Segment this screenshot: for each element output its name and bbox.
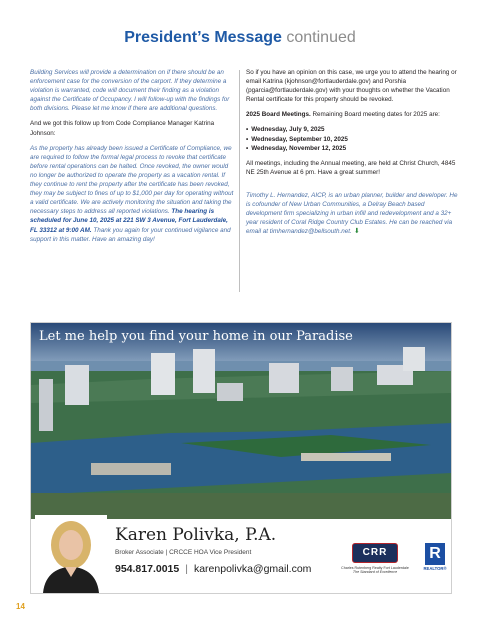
column-divider [239, 70, 240, 292]
ad-heading: Let me help you find your home in our Paradise [39, 329, 353, 344]
realtor-logo [423, 543, 447, 571]
meeting-date: • Wednesday, November 12, 2025 [246, 144, 460, 153]
meeting-dates-list [246, 125, 460, 152]
board-meetings-text: Remaining Board meeting dates for 2025 are: [312, 111, 440, 119]
realtor-logo-letter: R [429, 545, 441, 562]
page-number: 14 [16, 602, 25, 611]
aerial-city-photo [31, 323, 451, 519]
agent-role: Broker Associate | CRCCE HOA Vice President [115, 549, 252, 556]
left-paragraph-2: And we got this follow up from Code Compliance Manager Katrina Johnson: [30, 120, 215, 137]
contact-separator: | [185, 563, 188, 575]
crr-logo-tagline: The Standard of Excellence [352, 570, 398, 575]
left-paragraph-3 [30, 144, 234, 244]
agent-contact [115, 563, 311, 575]
author-bio-text: Timothy L. Hernandez, AICP, is an urban planner, builder and developer. He is cofounder of New Urban Communities, a Delray Beach based development firm specializing in urban infill and redevelopment and a 32+ year resident of Coral Ridge Country Club Estates. He can be reached via email at timhernandez@bellsouth.net. [246, 191, 458, 236]
crr-logo [335, 543, 415, 574]
end-of-article-icon: ⬇ [353, 228, 360, 236]
crr-logo-badge: CRR [352, 543, 398, 563]
board-meetings-heading: 2025 Board Meetings. [246, 111, 311, 119]
agent-portrait [35, 515, 107, 593]
left-paragraph-1: Building Services will provide a determination on if there should be an enforcement case for the conversion of the carport. If they determine a violation is warranted, code will document their finding as a violation against the Certificate of Occupancy. I will follow-up with the findings for both divisions. Please let me know if there are additional questions. [30, 69, 230, 113]
meeting-date: • Wednesday, September 10, 2025 [246, 135, 460, 144]
realtor-logo-text: REALTOR® [423, 566, 447, 571]
right-paragraph-1: So if you have an opinion on this case, we urge you to attend the hearing or email Katrina (kjohnson@fortlauderdale.gov) and Porshia (pgarcia@fortlauderdale.gov) with your thoughts on whether the Vacation Rental certificate for this property should be revoked. [246, 69, 457, 104]
realtor-logo-icon [425, 543, 445, 565]
hearing-highlight: The hearing is scheduled for June 10, 2025 at 221 SW 3 Avenue, Fort Lauderdale, FL 33312 at 9:00 AM. [30, 208, 228, 234]
title-main: President’s Message [124, 29, 282, 46]
realtor-advertisement [30, 322, 452, 594]
left-paragraph-3-text: As the property has already been issued a Certificate of Compliance, we are required to follow the formal legal process to revoke that certificate before rental operations can be halted. Once revoked, the owner would no longer be authorized to operate the property as a vacation rental. If they continue to rent the property after the certificate has been revoked, they may be subject to fines of up to $1,000 per day for operating without a valid certificate. We are actively monitoring the situation and taking the necessary steps to address all reported violations. [30, 144, 234, 216]
title-sub: continued [286, 29, 356, 46]
board-meetings-paragraph [246, 110, 460, 119]
left-paragraph-3-end: Thank you again for your continued vigilance and support in this matter. Have an amazing day! [30, 226, 231, 243]
meetings-location: All meetings, including the Annual meeting, are held at Christ Church, 4845 NE 25th Avenue at 6 pm. Have a great summer! [246, 159, 456, 176]
left-column [30, 68, 234, 250]
crr-logo-subtitle: Charles Rutenberg Realty Fort Lauderdale [341, 566, 409, 570]
author-bio [246, 191, 460, 236]
agent-phone[interactable]: 954.817.0015 [115, 563, 180, 575]
meeting-date: • Wednesday, July 9, 2025 [246, 125, 460, 134]
right-column [246, 68, 460, 242]
agent-name: Karen Polivka, P.A. [115, 525, 277, 545]
page-title [0, 28, 480, 48]
agent-email[interactable]: karenpolivka@gmail.com [193, 563, 312, 575]
